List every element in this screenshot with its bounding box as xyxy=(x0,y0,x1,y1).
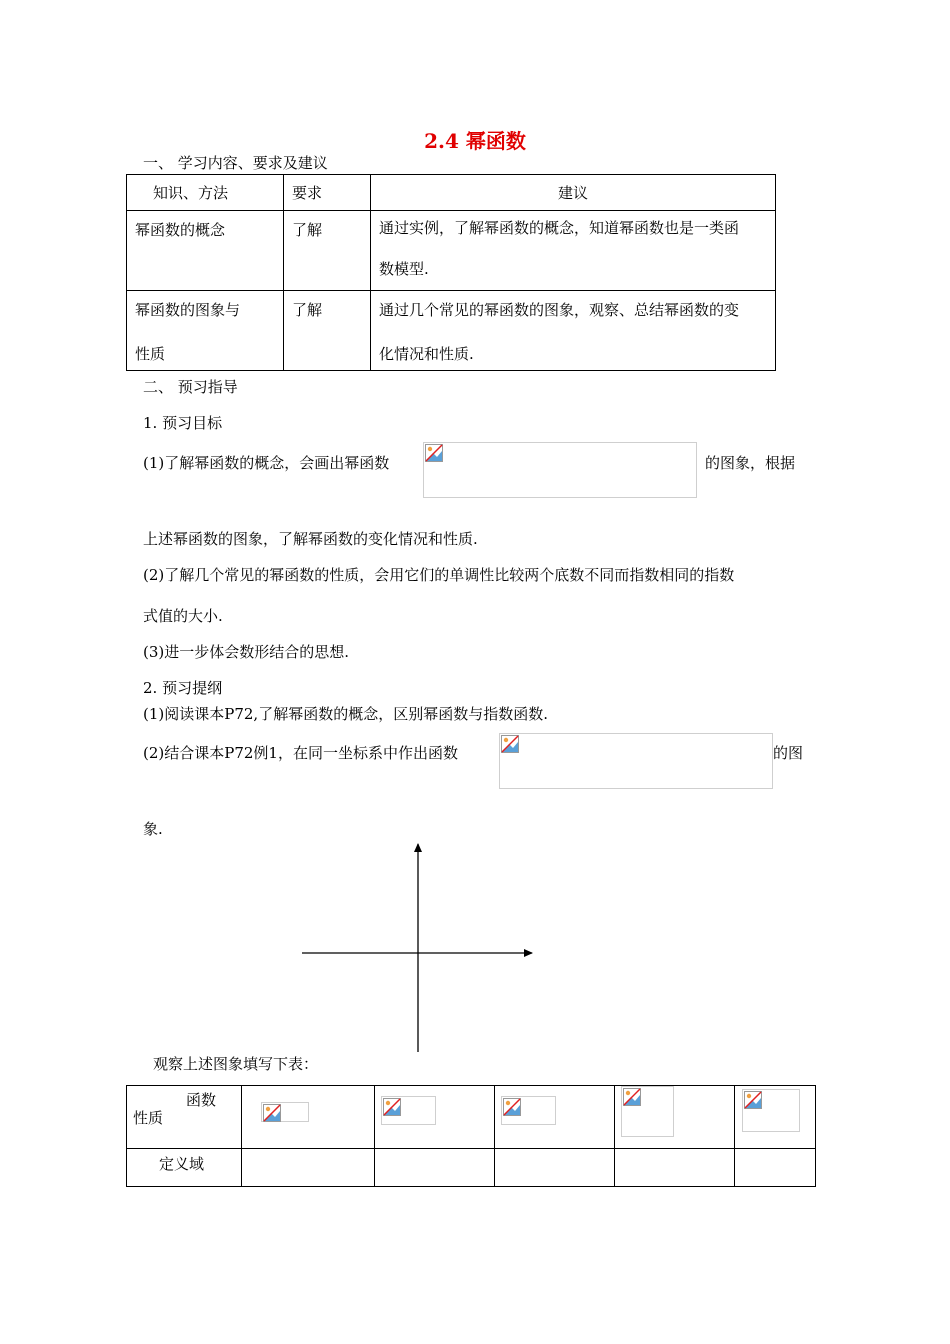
corner-function-label: 函数 xyxy=(186,1091,217,1109)
table-row xyxy=(127,1149,816,1187)
goal-2-line1: (2)了解几个常见的幂函数的性质，会用它们的单调性比较两个底数不同而指数相同的指数 xyxy=(143,566,735,584)
table-row xyxy=(127,211,776,291)
corner-property-label: 性质 xyxy=(133,1109,164,1127)
header-knowledge: 知识、方法 xyxy=(127,175,284,211)
function-image xyxy=(742,1089,800,1132)
outline-2-text: (2)结合课本P72例1，在同一坐标系中作出函数 xyxy=(143,744,458,762)
blank-cell[interactable] xyxy=(375,1149,495,1187)
outline-2-continuation: 象. xyxy=(143,820,163,838)
formula-image xyxy=(423,442,697,498)
row-label-domain: 定义域 xyxy=(127,1149,242,1187)
cell-suggestion xyxy=(371,291,776,371)
subheading-goals: 1. 预习目标 xyxy=(143,414,223,432)
function-image xyxy=(621,1086,674,1137)
blank-cell[interactable] xyxy=(242,1149,375,1187)
broken-image-icon xyxy=(383,1098,401,1116)
blank-cell[interactable] xyxy=(495,1149,615,1187)
function-image xyxy=(501,1096,556,1125)
knowledge-line: 幂函数的图象与 xyxy=(135,301,241,319)
suggestion-line: 化情况和性质. xyxy=(379,345,474,363)
coordinate-axes xyxy=(290,835,550,1060)
suggestion-line: 通过实例，了解幂函数的概念，知道幂函数也是一类函 xyxy=(379,219,740,237)
page-title: 2.4 幂函数 xyxy=(424,129,526,153)
broken-image-icon xyxy=(623,1088,641,1106)
cell-knowledge xyxy=(127,291,284,371)
function-image xyxy=(261,1102,309,1122)
function-image xyxy=(381,1096,436,1125)
goal-1-text-after: 的图象，根据 xyxy=(705,454,796,472)
suggestion-line: 数模型. xyxy=(379,260,429,278)
cell-knowledge: 幂函数的概念 xyxy=(127,211,284,291)
suggestion-line: 通过几个常见的幂函数的图象，观察、总结幂函数的变 xyxy=(379,301,740,319)
header-requirement: 要求 xyxy=(284,175,371,211)
formula-image xyxy=(499,733,773,789)
function-header-cell xyxy=(375,1086,495,1149)
function-header-cell xyxy=(495,1086,615,1149)
cell-suggestion xyxy=(371,211,776,291)
cell-requirement: 了解 xyxy=(284,211,371,291)
outline-2-text-after: 的图 xyxy=(773,744,804,762)
corner-header xyxy=(127,1086,242,1149)
broken-image-icon xyxy=(744,1091,762,1109)
function-header-cell xyxy=(615,1086,735,1149)
broken-image-icon xyxy=(503,1098,521,1116)
blank-cell[interactable] xyxy=(615,1149,735,1187)
header-suggestion: 建议 xyxy=(371,175,776,211)
blank-cell[interactable] xyxy=(735,1149,816,1187)
goal-3: (3)进一步体会数形结合的思想. xyxy=(143,643,350,661)
requirements-table xyxy=(126,174,776,371)
section2-heading: 二、 预习指导 xyxy=(143,378,238,396)
properties-table xyxy=(126,1085,816,1187)
goal-2-line2: 式值的大小. xyxy=(143,607,223,625)
knowledge-line: 性质 xyxy=(135,345,166,363)
observe-instruction: 观察上述图象填写下表： xyxy=(153,1055,319,1073)
broken-image-icon xyxy=(263,1104,281,1122)
function-header-cell xyxy=(735,1086,816,1149)
section1-heading: 一、 学习内容、要求及建议 xyxy=(143,154,328,172)
outline-1: (1)阅读课本P72,了解幂函数的概念，区别幂函数与指数函数. xyxy=(143,705,548,723)
goal-1-continuation: 上述幂函数的图象，了解幂函数的变化情况和性质. xyxy=(143,530,478,548)
function-header-cell xyxy=(242,1086,375,1149)
cell-requirement: 了解 xyxy=(284,291,371,371)
goal-1-text: (1)了解幂函数的概念，会画出幂函数 xyxy=(143,454,390,472)
broken-image-icon xyxy=(425,444,443,462)
table-row xyxy=(127,291,776,371)
broken-image-icon xyxy=(501,735,519,753)
subheading-outline: 2. 预习提纲 xyxy=(143,679,223,697)
